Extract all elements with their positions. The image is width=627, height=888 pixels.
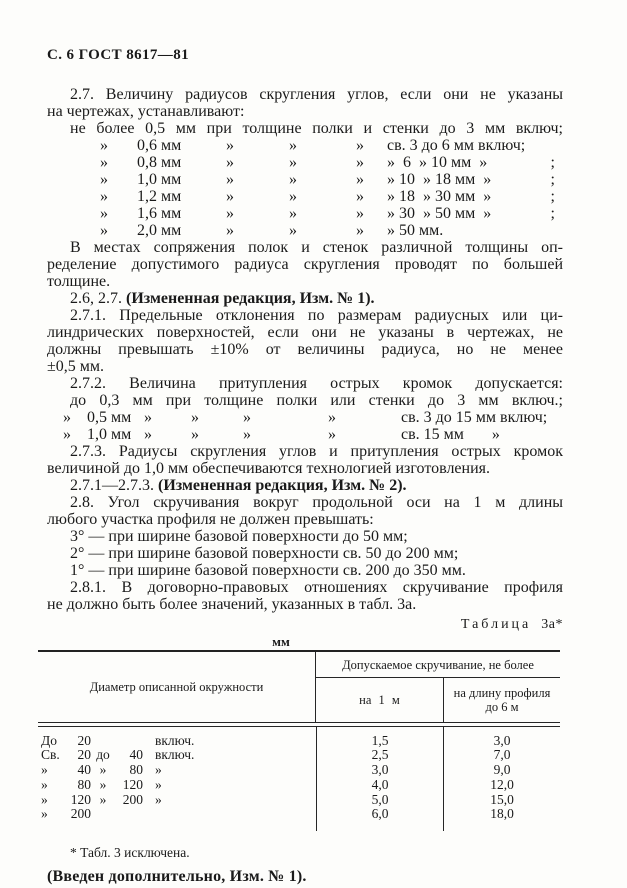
range-from: 20 [77, 747, 91, 763]
ditto-mark: » [226, 137, 234, 154]
ditto-mark: » [289, 137, 297, 154]
para-2-7-3-line-2: величиной до 1,0 мм обеспечиваются технологией изготовления. [47, 460, 491, 477]
table-row [38, 793, 560, 808]
amendment-note-1 [47, 290, 563, 307]
range-suffix: включ. [155, 747, 195, 763]
table-row [38, 807, 560, 822]
radii-row [47, 222, 563, 239]
clause-numbers: 2.6, 2.7. [70, 290, 122, 307]
para-2-7-1-line-2: линдрических поверхностей, если они не указаны в чертежах, не [47, 324, 563, 341]
ditto-mark: » [356, 154, 364, 171]
diameter-range-cell [38, 793, 316, 808]
para-2-7-1-line-1: 2.7.1. Предельные отклонения по размерам радиусных или ци- [70, 307, 563, 324]
edge-value: 1,0 мм [87, 426, 132, 443]
twist-per-meter-value: 5,0 [316, 793, 443, 808]
table-caption [47, 616, 563, 633]
range-prefix: » [41, 762, 48, 778]
row-punctuation: ; [550, 171, 555, 188]
radius-value: 1,0 мм [137, 171, 182, 188]
table-caption-number: 3а* [541, 617, 563, 632]
radius-value: 0,6 мм [137, 137, 182, 154]
radii-row [47, 205, 563, 222]
clause-numbers: 2.7.1—2.7.3. [70, 477, 154, 494]
twist-per-length-value: 15,0 [443, 793, 560, 808]
range-cell [387, 154, 563, 171]
range-prefix: » [41, 791, 48, 807]
column-header-twist: Допускаемое скручивание, не более [316, 652, 560, 678]
range-suffix: » [155, 776, 162, 792]
table-row [38, 778, 560, 793]
range-cell [387, 171, 563, 188]
range-joiner: » [99, 791, 107, 807]
range-text: » 10 » 18 мм » [387, 171, 492, 188]
range-joiner: до [96, 747, 110, 763]
para-2-7-1-line-4: ±0,5 мм. [47, 358, 105, 375]
radius-value: 2,0 мм [137, 222, 182, 239]
table-row [38, 763, 560, 778]
ditto-mark: » [100, 171, 108, 188]
range-to: 80 [129, 762, 143, 778]
ditto-mark: » [226, 154, 234, 171]
range-text: » 30 » 50 мм » [387, 205, 492, 222]
ditto-mark: » [100, 154, 108, 171]
radii-list-intro: не более 0,5 мм при толщине полки и стенки до 3 мм включ; [70, 120, 563, 137]
radii-row [47, 154, 563, 171]
range-suffix: включ. [155, 732, 195, 748]
range-joiner: » [99, 776, 107, 792]
para-junction-line-2: ределение допустимого радиуса скругления проводят по большей [47, 256, 563, 273]
range-prefix: » [41, 806, 48, 822]
ditto-mark: » [191, 409, 199, 426]
amendment-note-2 [47, 477, 563, 494]
para-junction-line-1: В местах сопряжения полок и стенок различной толщины оп- [70, 239, 563, 256]
column-header-diameter: Диаметр описанной окружности [38, 652, 316, 722]
ditto-mark: » [243, 426, 251, 443]
range-prefix: До [41, 732, 57, 748]
ditto-mark: » [356, 188, 364, 205]
ditto-mark: » [289, 188, 297, 205]
radius-value: 0,8 мм [137, 154, 182, 171]
range-joiner: » [99, 762, 107, 778]
ditto-mark: » [63, 426, 71, 443]
table-body [38, 727, 560, 832]
ditto-mark: » [100, 188, 108, 205]
twist-per-length-value: 3,0 [443, 734, 560, 749]
ditto-mark: » [226, 188, 234, 205]
para-2-7-2-intro: 2.7.2. Величина притупления острых кромок допускается: [70, 375, 563, 392]
ditto-mark: » [63, 409, 71, 426]
twist-per-meter-value: 6,0 [316, 807, 443, 822]
degree-rule-2: 2° — при ширине базовой поверхности св. 50 до 200 мм; [70, 545, 459, 562]
degree-rule-1: 3° — при ширине базовой поверхности до 50 мм; [70, 528, 408, 545]
range-text: св. 15 мм » [401, 426, 500, 443]
twist-per-length-value: 9,0 [443, 763, 560, 778]
spacer-cell [443, 822, 560, 831]
edges-list-intro: до 0,3 мм при толщине полки или стенки до 3 мм включ.; [70, 392, 563, 409]
radius-value: 1,6 мм [137, 205, 182, 222]
column-header-per-length [443, 678, 560, 722]
range-to: 120 [122, 776, 143, 792]
twist-per-meter-value: 3,0 [316, 763, 443, 778]
range-from: 80 [77, 776, 91, 792]
range-from: 20 [77, 732, 91, 748]
diameter-range-cell [38, 748, 316, 763]
ditto-mark: » [144, 426, 152, 443]
diameter-range-cell [38, 807, 316, 822]
diameter-range-cell [38, 734, 316, 749]
radii-row [47, 171, 563, 188]
twist-allowance-table [38, 650, 560, 831]
twist-per-length-value: 12,0 [443, 778, 560, 793]
table-unit-label: мм [272, 634, 290, 649]
table-row [38, 734, 560, 749]
ditto-mark: » [226, 205, 234, 222]
ditto-mark: » [226, 171, 234, 188]
ditto-mark: » [328, 426, 336, 443]
edges-row [47, 426, 563, 443]
range-cell [387, 188, 563, 205]
spacer-cell [38, 822, 316, 831]
twist-per-meter-value: 2,5 [316, 748, 443, 763]
diameter-range-cell [38, 778, 316, 793]
range-prefix: » [41, 776, 48, 792]
range-prefix: Св. [41, 747, 60, 763]
column-header-per-length-line1: на длину профиля [453, 686, 551, 700]
range-suffix: » [155, 791, 162, 807]
radii-row [47, 137, 563, 154]
range-to: 40 [129, 747, 143, 763]
ditto-mark: » [100, 222, 108, 239]
range-suffix: » [155, 762, 162, 778]
introduced-amendment-note: (Введен дополнительно, Изм. № 1). [47, 868, 307, 886]
twist-per-meter-value: 1,5 [316, 734, 443, 749]
ditto-mark: » [243, 409, 251, 426]
degree-rule-3: 1° — при ширине базовой поверхности св. 200 до 350 мм. [70, 562, 466, 579]
para-2-7-line-2: на чертежах, устанавливают: [47, 103, 245, 120]
edge-value: 0,5 мм [87, 409, 132, 426]
range-from: 40 [77, 762, 91, 778]
table-spacer-row [38, 822, 560, 831]
range-from: 200 [70, 806, 91, 822]
diameter-range-cell [38, 763, 316, 778]
row-punctuation [555, 222, 563, 239]
twist-per-length-value: 7,0 [443, 748, 560, 763]
row-punctuation [555, 137, 563, 154]
ditto-mark: » [289, 222, 297, 239]
ditto-mark: » [356, 222, 364, 239]
range-cell [387, 222, 563, 239]
para-2-7-line-1: 2.7. Величину радиусов скругления углов, если они не указаны [70, 86, 563, 103]
column-header-per-meter: на 1 м [359, 693, 400, 707]
radius-value: 1,2 мм [137, 188, 182, 205]
ditto-mark: » [328, 409, 336, 426]
edges-row [47, 409, 563, 426]
para-2-7-3-line-1: 2.7.3. Радиусы скругления углов и притупления острых кромок [70, 443, 563, 460]
range-cell [387, 205, 563, 222]
para-junction-line-3: толщине. [47, 273, 111, 290]
ditto-mark: » [226, 222, 234, 239]
range-text: св. 3 до 6 мм включ; [387, 137, 526, 154]
range-text: » 18 » 30 мм » [387, 188, 492, 205]
document-content [41, 86, 563, 886]
para-2-8-1-line-2: не должно быть более значений, указанных в табл. 3а. [47, 596, 417, 613]
ditto-mark: » [356, 205, 364, 222]
table-caption-word: Таблица [460, 617, 532, 632]
amendment-text: (Измененная редакция, Изм. № 1). [126, 290, 375, 307]
page-header: С. 6 ГОСТ 8617—81 [47, 47, 189, 63]
ditto-mark: » [289, 171, 297, 188]
range-text: » 50 мм. [387, 222, 444, 239]
table-spacer-row [38, 727, 560, 734]
amendment-text: (Измененная редакция, Изм. № 2). [158, 477, 407, 494]
column-header-per-length-line2: до 6 м [485, 700, 519, 714]
table-header [38, 652, 560, 722]
para-2-8-line-1: 2.8. Угол скручивания вокруг продольной оси на 1 м длины [70, 494, 563, 511]
ditto-mark: » [289, 205, 297, 222]
para-2-8-line-2: любого участка профиля не должен превышать: [47, 511, 374, 528]
row-punctuation: ; [550, 154, 555, 171]
para-2-7-1-line-3: должны превышать ±10% от величины радиуса, но не менее [47, 341, 563, 358]
range-to: 200 [122, 791, 143, 807]
table-footnote: * Табл. 3 исключена. [70, 845, 190, 861]
range-text: » 6 » 10 мм » [387, 154, 488, 171]
ditto-mark: » [356, 171, 364, 188]
ditto-mark: » [100, 205, 108, 222]
range-text: св. 3 до 15 мм включ; [401, 409, 548, 426]
spacer-cell [316, 822, 443, 831]
row-punctuation: ; [550, 188, 555, 205]
twist-per-length-value: 18,0 [443, 807, 560, 822]
para-2-8-1-line-1: 2.8.1. В договорно-правовых отношениях скручивание профиля [70, 579, 563, 596]
table-row [38, 748, 560, 763]
twist-per-meter-value: 4,0 [316, 778, 443, 793]
row-punctuation: ; [550, 205, 555, 222]
radii-row [47, 188, 563, 205]
range-from: 120 [70, 791, 91, 807]
ditto-mark: » [144, 409, 152, 426]
ditto-mark: » [191, 426, 199, 443]
ditto-mark: » [100, 137, 108, 154]
ditto-mark: » [289, 154, 297, 171]
range-cell [387, 137, 563, 154]
ditto-mark: » [356, 137, 364, 154]
